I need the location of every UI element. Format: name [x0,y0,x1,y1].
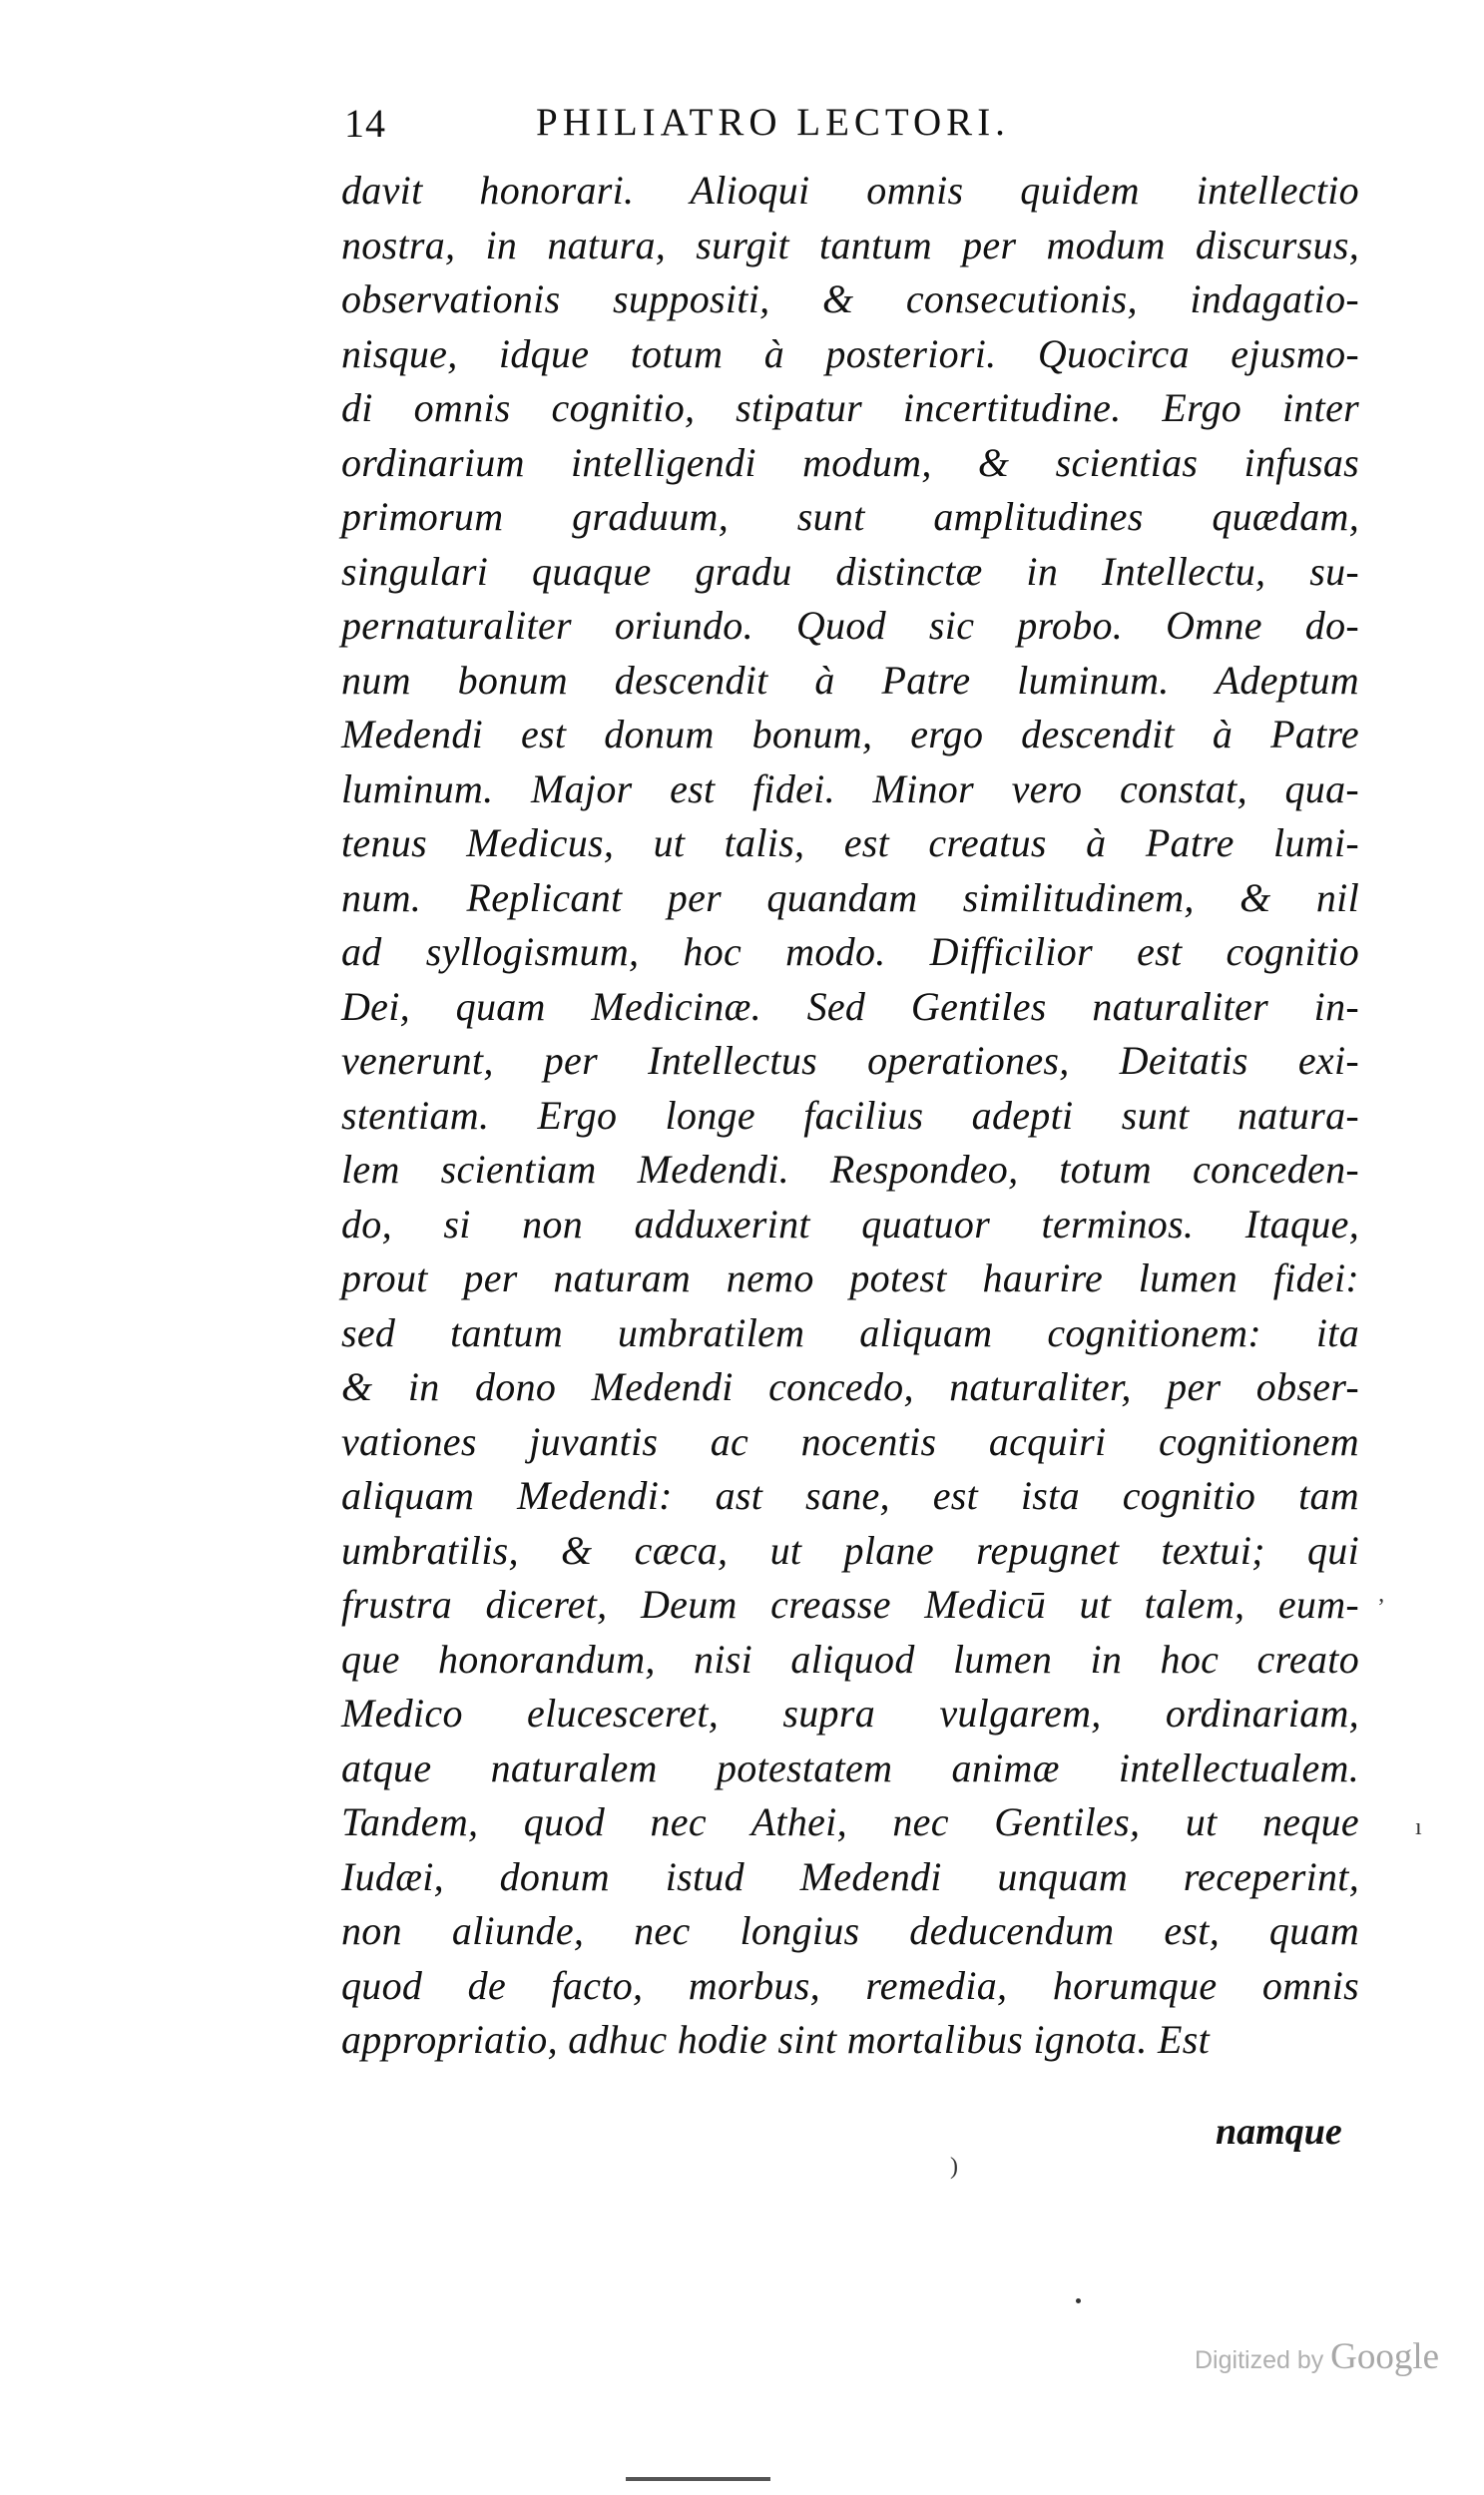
text-line: primorum graduum, sunt amplitudines quædam, [341,494,1359,539]
text-line: appropriatio, adhuc hodie sint mortalibus ignota. Est [341,2017,1211,2062]
text-line: Tandem, quod nec Athei, nec Gentiles, ut neque [341,1799,1359,1844]
body-text [341,164,1359,2068]
margin-tick-mark: ı [1415,1814,1422,1840]
text-line: do, si non adduxerint quatuor terminos. Itaque, [341,1201,1359,1247]
margin-tick-mark: ʼ [1377,1595,1385,1621]
text-line: Dei, quam Medicinæ. Sed Gentiles naturaliter in- [341,983,1359,1029]
speck-mark [1076,2298,1081,2303]
text-line: Medico elucesceret, supra vulgarem, ordinariam, [341,1691,1359,1736]
text-line: atque naturalem potestatem animæ intellectualem. [341,1745,1359,1790]
text-line: stentiam. Ergo longe facilius adepti sunt natura- [341,1092,1359,1138]
text-line: quod de facto, morbus, remedia, horumque omnis [341,1962,1359,2008]
text-line: num bonum descendit à Patre luminum. Adeptum [341,657,1359,703]
text-line: lem scientiam Medendi. Respondeo, totum conceden- [341,1147,1359,1192]
text-line: non aliunde, nec longius deducendum est, quam [341,1908,1359,1953]
catchword: namque [1216,2111,1342,2153]
google-logo-text: Google [1330,2336,1440,2377]
watermark-prefix: Digitized by [1195,2346,1331,2374]
text-line: di omnis cognitio, stipatur incertitudine. Ergo inter [341,385,1359,430]
text-line: que honorandum, nisi aliquod lumen in hoc creato [341,1636,1359,1682]
page-number: 14 [344,101,386,146]
text-line: ad syllogismum, hoc modo. Difficilior est cognitio [341,929,1359,974]
text-line: frustra diceret, Deum creasse Medicū ut talem, eum- [341,1582,1359,1627]
text-line: vationes juvantis ac nocentis acquiri cognitionem [341,1418,1359,1464]
text-line: davit honorari. Alioqui omnis quidem intellectio [341,168,1359,213]
digitized-by-google-watermark [1195,2335,1439,2378]
text-line: num. Replicant per quandam similitudinem, & nil [341,874,1359,920]
running-head-title: PHILIATRO LECTORI. [536,101,1010,144]
text-line: umbratilis, & cæca, ut plane repugnet textui; qui [341,1527,1359,1573]
text-line: Medendi est donum bonum, ergo descendit à Patre [341,712,1359,756]
text-line: pernaturaliter oriundo. Quod sic probo. Omne do- [341,603,1359,648]
text-line: nostra, in natura, surgit tantum per modum discursus, [341,222,1359,267]
text-line: tenus Medicus, ut talis, est creatus à Patre lumi- [341,820,1359,865]
text-line: prout per naturam nemo potest haurire lumen fidei: [341,1255,1359,1300]
margin-tick-mark: ) [950,2154,958,2180]
text-line: nisque, idque totum à posteriori. Quocirca ejusmo- [341,330,1359,376]
text-line: ordinarium intelligendi modum, & scientias infusas [341,439,1359,485]
text-line: Iudæi, donum istud Medendi unquam receperint, [341,1853,1359,1899]
text-line: luminum. Major est fidei. Minor vero constat, qua- [341,765,1359,811]
text-line: sed tantum umbratilem aliquam cognitionem: ita [341,1309,1359,1355]
text-line: & in dono Medendi concedo, naturaliter, per obser- [341,1364,1359,1409]
running-head [344,100,1342,160]
text-line: singulari quaque gradu distinctæ in Intellectu, su- [341,548,1359,594]
text-line: aliquam Medendi: ast sane, est ista cognitio tam [341,1473,1359,1518]
text-line: observationis suppositi, & consecutionis, indagatio- [341,276,1359,321]
text-line: venerunt, per Intellectus operationes, Deitatis exi- [341,1038,1359,1083]
bottom-edge-rule [626,2477,770,2481]
